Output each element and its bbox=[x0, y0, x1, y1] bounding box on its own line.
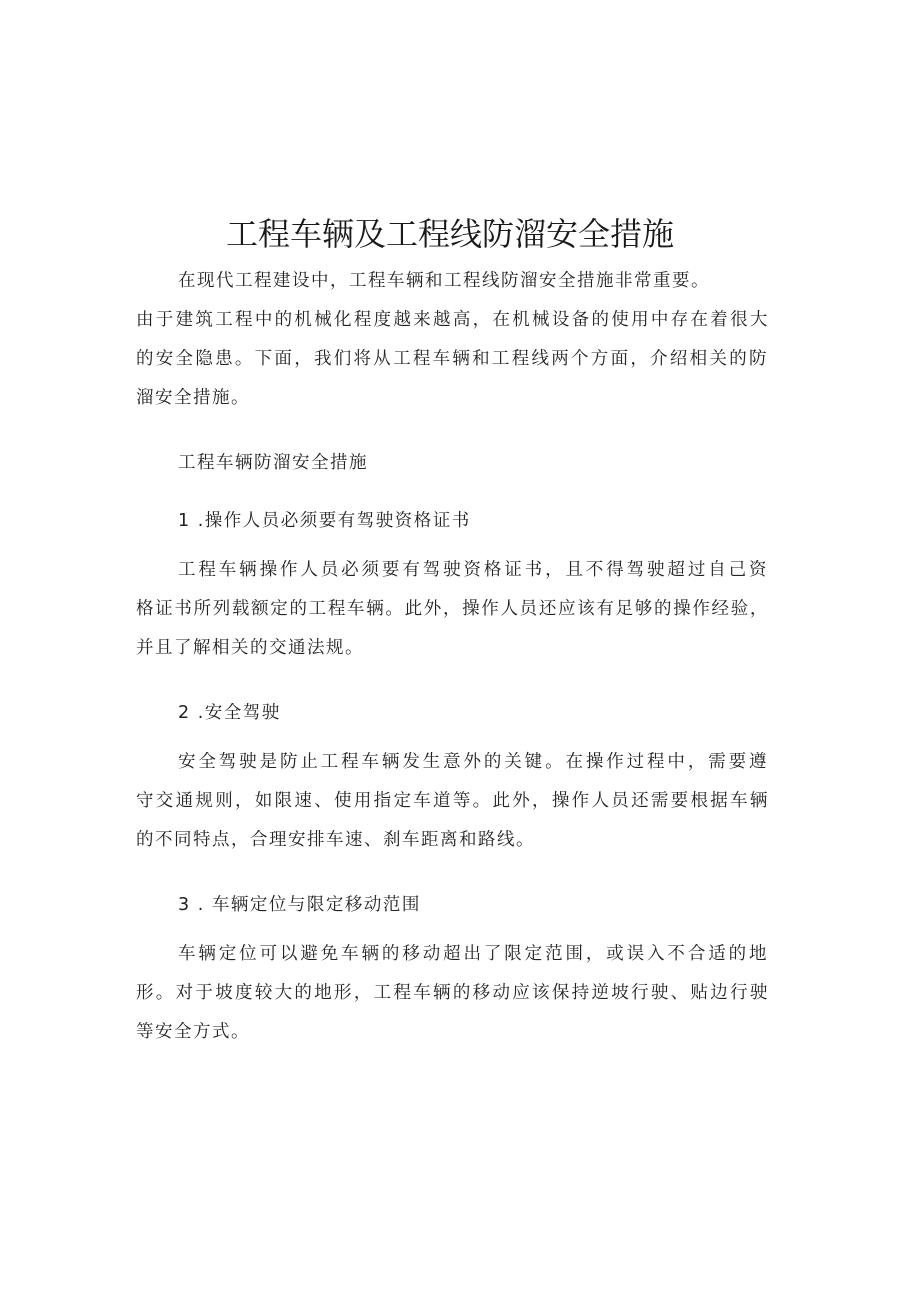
item-line: 守交通规则，如限速、使用指定车道等。此外，操作人员还需要根据车辆 bbox=[136, 791, 768, 811]
item-line: 并且了解相关的交通法规。 bbox=[136, 638, 364, 658]
item-paragraph-3 bbox=[136, 935, 768, 1052]
item-heading-1: 1 .操作人员必须要有驾驶资格证书 bbox=[178, 511, 471, 531]
item-line: 格证书所列载额定的工程车辆。此外，操作人员还应该有足够的操作经验， bbox=[136, 599, 768, 619]
item-paragraph-1 bbox=[136, 551, 768, 668]
item-heading-3: 3 . 车辆定位与限定移动范围 bbox=[178, 895, 421, 915]
item-line: 的不同特点，合理安排车速、刹车距离和路线。 bbox=[136, 830, 535, 850]
intro-paragraph bbox=[136, 262, 768, 418]
item-heading-2: 2 .安全驾驶 bbox=[178, 703, 281, 723]
item-line: 形。对于坡度较大的地形，工程车辆的移动应该保持逆坡行驶、贴边行驶 bbox=[136, 983, 768, 1003]
item-line: 工程车辆操作人员必须要有驾驶资格证书，且不得驾驶超过自己资 bbox=[178, 560, 768, 580]
item-line: 等安全方式。 bbox=[136, 1022, 250, 1042]
document-title: 工程车辆及工程线防溜安全措施 bbox=[225, 215, 674, 253]
item-line: 安全驾驶是防止工程车辆发生意外的关键。在操作过程中，需要遵 bbox=[178, 752, 768, 772]
intro-line: 在现代工程建设中，工程车辆和工程线防溜安全措施非常重要。 bbox=[178, 271, 710, 291]
intro-line: 由于建筑工程中的机械化程度越来越高，在机械设备的使用中存在着很大 bbox=[136, 310, 768, 330]
intro-line: 溜安全措施。 bbox=[136, 388, 250, 408]
item-line: 车辆定位可以避免车辆的移动超出了限定范围，或误入不合适的地 bbox=[178, 944, 768, 964]
section-heading: 工程车辆防溜安全措施 bbox=[178, 453, 368, 473]
item-paragraph-2 bbox=[136, 743, 768, 860]
intro-line: 的安全隐患。下面，我们将从工程车辆和工程线两个方面，介绍相关的防 bbox=[136, 349, 768, 369]
